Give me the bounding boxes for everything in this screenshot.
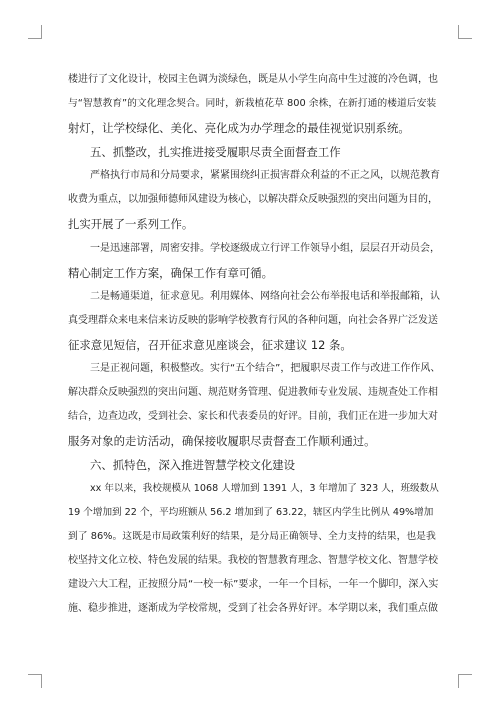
crop-mark-top-left-h: [28, 38, 42, 39]
body-line: 严格执行市局和分局要求，紧紧围绕纠正损害群众利益的不正之风，以规范教育: [90, 170, 440, 181]
body-line: 扎实开展了一系列工作。: [68, 217, 194, 231]
crop-mark-bottom-right-h: [458, 674, 472, 675]
crop-mark-top-right-h: [458, 38, 472, 39]
body-line: 征求意见短信，召开征求意见座谈会，征求建议 12 条。: [68, 338, 352, 352]
body-line: 校坚持文化立校、特色发展的结果。我校的智慧教育理念、智慧学校文化、智慧学校: [68, 555, 438, 566]
body-line: 收费为重点，以加强师德师风建设为核心，以解决群众反映强烈的突出问题为目的，: [68, 194, 438, 205]
crop-mark-bottom-right-v: [458, 674, 459, 688]
section-heading: 六、抓特色，深入推进智慧学校文化建设: [90, 458, 296, 472]
crop-mark-bottom-left-h: [28, 674, 42, 675]
body-line: 楼进行了文化设计，校园主色调为淡绿色，既是从小学生向高中生过渡的冷色调，也: [68, 74, 438, 85]
body-line: 与“智慧教育”的文化理念契合。同时，新栽植花草 800 余株，在新打通的楼道后安装: [68, 98, 437, 109]
body-line: 建设六大工程，正按照分局“一校一标”要求，一年一个目标，一年一个脚印，深入实: [68, 579, 439, 590]
body-line: xx 年以来，我校规模从 1068 人增加到 1391 人，3 年增加了 323 人，班级数从: [90, 483, 439, 494]
body-line: 二是畅通渠道，征求意见。利用媒体、网络向社会公布举报电话和举报邮箱，认: [90, 291, 440, 302]
body-line: 射灯，让学校绿化、美化、亮化成为办学理念的最佳视觉识别系统。: [68, 121, 410, 135]
body-line: 服务对象的走访活动，确保接收履职尽责督查工作顺利通过。: [68, 434, 376, 448]
crop-mark-top-left-v: [41, 25, 42, 39]
body-line: 19 个增加到 22 个，平均班额从 56.2 增加到了 63.22，辖区内学生比例从 49%增加: [68, 507, 434, 518]
body-line: 施、稳步推进，逐渐成为学校常规，受到了社会各界好评。本学期以来，我们重点做: [68, 603, 438, 614]
body-line: 一是迅速部署，周密安排。学校逐级成立行评工作领导小组，层层召开动员会，: [90, 243, 440, 254]
body-line: 精心制定工作方案，确保工作有章可循。: [68, 266, 274, 280]
body-line: 到了 86%。这既是市局政策利好的结果，是分局正确领导、全力支持的结果，也是我: [68, 531, 436, 542]
crop-mark-bottom-left-v: [41, 674, 42, 688]
crop-mark-top-right-v: [458, 25, 459, 39]
section-heading: 五、抓整改，扎实推进接受履职尽责全面督查工作: [90, 145, 341, 159]
body-line: 解决群众反映强烈的突出问题、规范财务管理、促进教师专业发展、违规查处工作相: [68, 387, 438, 398]
body-line: 真受理群众来电来信来访反映的影响学校教育行风的各种问题，向社会各界广泛发送: [68, 315, 438, 326]
body-line: 三是正视问题，积极整改。实行“五个结合”，把履职尽责工作与改进工作作风、: [90, 363, 441, 374]
body-line: 结合，边查边改，受到社会、家长和代表委员的好评。目前，我们正在进一步加大对: [68, 411, 438, 422]
